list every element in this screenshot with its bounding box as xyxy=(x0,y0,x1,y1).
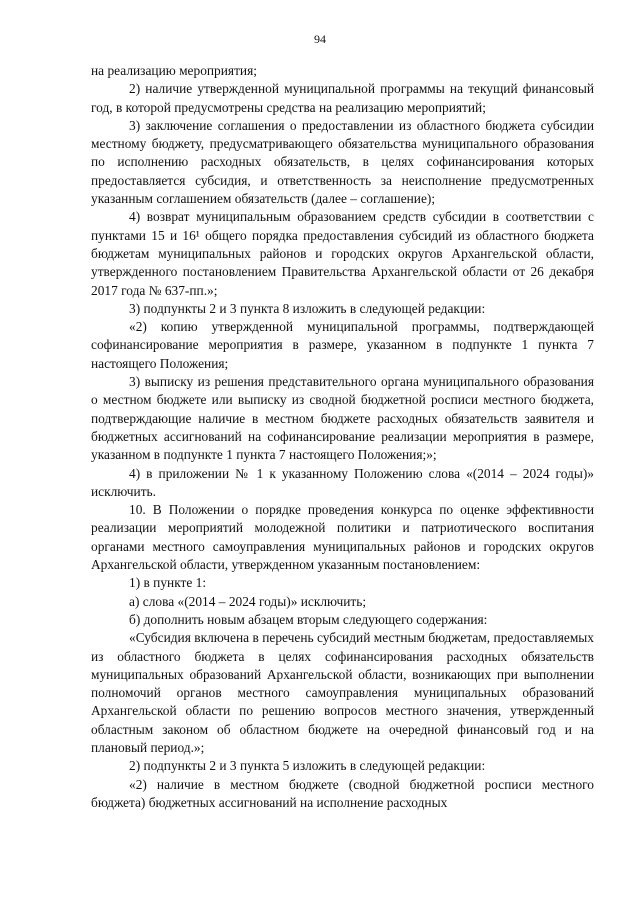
paragraph: 3) заключение соглашения о предоставлении из областного бюджета субсидии местному бюджету, предусматривающего обязательства муниципального образования по исполнению расходных обязательств, в целях софинансирования которых предоставляется субсидия, и ответственность за неисполнение предусмотренных указанным соглашением обязательств (далее – соглашение); xyxy=(91,117,594,207)
document-body xyxy=(91,62,594,812)
paragraph: б) дополнить новым абзацем вторым следующего содержания: xyxy=(129,611,488,627)
paragraph: на реализацию мероприятия; xyxy=(91,63,257,78)
paragraph: 3) подпункты 2 и 3 пункта 8 изложить в следующей редакции: xyxy=(129,300,486,316)
paragraph: 4) возврат муниципальным образованием средств субсидии в соответствии с пунктами 15 и 16¹ общего порядка предоставления субсидий из областного бюджета бюджетам муниципальных районов и городских округов Архангельской области, утвержденного постановлением Правительства Архангельской области от 26 декабря 2017 года № 637-пп.»; xyxy=(91,209,594,298)
paragraph: «2) копию утвержденной муниципальной программы, подтверждающей софинансирование мероприятия в размере, указанном в подпункте 1 пункта 7 настоящего Положения; xyxy=(91,319,594,371)
paragraph: «Субсидия включена в перечень субсидий местным бюджетам, предоставляемых из областного бюджета в целях софинансирования расходных обязательств муниципальных образований Архангельской области, возникающих при выполнении полномочий органов местного самоуправления муниципальных образований Архангельской области по решению вопросов местного значения, утвержденный областным законом об областном бюджете на очередной финансовый год и на плановый период.»; xyxy=(91,630,594,755)
paragraph: «2) наличие в местном бюджете (сводной бюджетной росписи местного бюджета) бюджетных ассигнований на исполнение расходных xyxy=(91,776,594,810)
paragraph: 2) подпункты 2 и 3 пункта 5 изложить в следующей редакции: xyxy=(129,758,486,774)
paragraph: 10. В Положении о порядке проведения конкурса по оценке эффективности реализации мероприятий молодежной политики и патриотического воспитания органами местного самоуправления муниципальных районов и городских округов Архангельской области, утвержденном указанным постановлением: xyxy=(91,502,594,573)
paragraph: 2) наличие утвержденной муниципальной программы на текущий финансовый год, в которой предусмотрены средства на реализацию мероприятий; xyxy=(91,81,594,115)
paragraph: 4) в приложении № 1 к указанному Положению слова «(2014 – 2024 годы)» исключить. xyxy=(91,465,594,499)
paragraph: 1) в пункте 1: xyxy=(129,575,207,591)
paragraph: а) слова «(2014 – 2024 годы)» исключить; xyxy=(129,593,367,609)
page-number: 94 xyxy=(314,32,326,46)
paragraph: 3) выписку из решения представительного органа муниципального образования о местном бюджете или выписку из сводной бюджетной росписи местного бюджета, подтверждающие наличие в местном бюджете расходных обязательств заявителя и бюджетных ассигнований на софинансирование реализации мероприятия в размере, указанном в подпункте 1 пункта 7 настоящего Положения;»; xyxy=(91,374,594,463)
